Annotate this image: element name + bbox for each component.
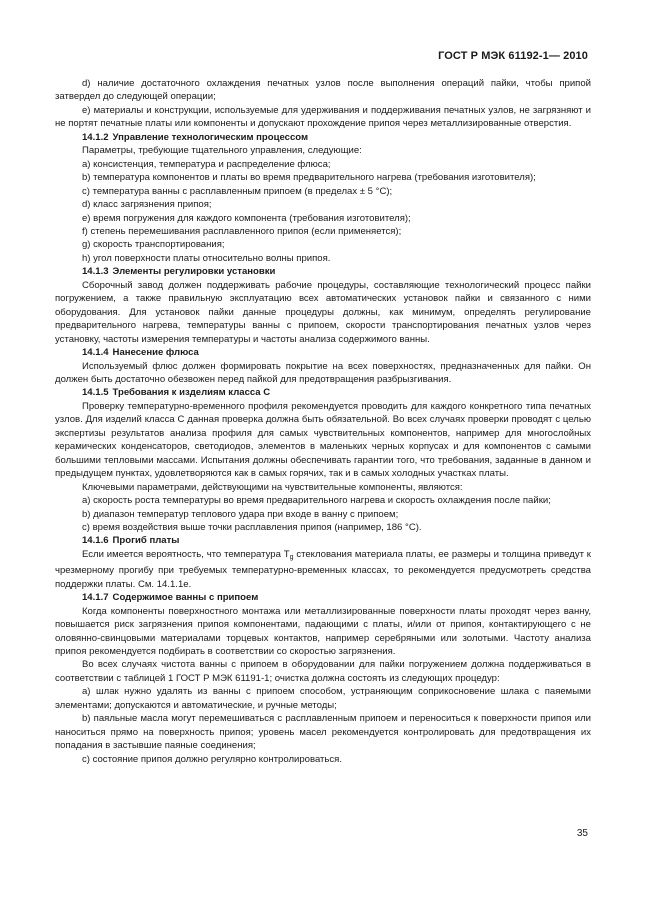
paragraph: Используемый флюс должен формировать покрытие на всех поверхностях, предназначенных для пайки. Он должен быть достаточно обезвожен перед пайкой для предотвращения разбрызгивания. — [55, 360, 591, 385]
paragraph: Ключевыми параметрами, действующими на чувствительные компоненты, являются: — [82, 481, 463, 493]
paragraph: Во всех случаях чистота ванны с припоем в оборудовании для пайки погружением должна поддерживаться в соответствии с таблицей 1 ГОСТ Р МЭК 61191-1; очистка должна состоять из следующих процедур: — [55, 659, 591, 684]
section-heading — [55, 131, 591, 144]
list-item: b) диапазон температур теплового удара при входе в ванну с припоем; — [82, 508, 399, 520]
section-heading — [55, 265, 591, 278]
list-item: f) степень перемешивания расплавленного припоя (если применяется); — [82, 225, 402, 237]
page-header-standard-number: ГОСТ Р МЭК 61192-1— 2010 — [438, 50, 588, 62]
section-heading — [55, 591, 591, 604]
section-number: 14.1.3 — [82, 266, 109, 278]
page-number: 35 — [576, 828, 588, 839]
list-item: c) температура ванны с расплавленным припоем (в пределах ± 5 °С); — [82, 185, 393, 197]
paragraph: Параметры, требующие тщательного управления, следующие: — [82, 145, 362, 157]
section-title: Управление технологическим процессом — [112, 131, 309, 143]
text-fragment: Если имеется вероятность, что температура T — [82, 548, 290, 560]
list-item: h) угол поверхности платы относительно волны припоя. — [82, 252, 331, 264]
section-number: 14.1.2 — [82, 131, 109, 143]
paragraph: е) материалы и конструкции, используемые для удерживания и поддерживания печатных узлов, не загрязняют и не портят печатные платы или компоненты и допускают прохождение припоя через металлизированные отверстия. — [55, 104, 591, 130]
list-item: a) консистенция, температура и распределение флюса; — [82, 158, 331, 170]
paragraph: Когда компоненты поверхностного монтажа или металлизированные поверхности платы проходят через ванну, повышается риск загрязнения припоя компонентами, падающими с платы, и/или от припоя, контактирующего с не оловянно-свинцовыми материалами торцевых контактов, например серебряными или золотыми. Частоту анализа припоя рекомендуется подбирать в соответствии со скоростью загрязнения. — [55, 605, 591, 658]
section-number: 14.1.5 — [82, 387, 109, 399]
paragraph: d) наличие достаточного охлаждения печатных узлов после выполнения операций пайки, чтобы припой затвердел до следующей операции; — [55, 78, 591, 103]
section-title: Элементы регулировки установки — [112, 266, 276, 278]
section-heading — [55, 346, 591, 359]
list-item: c) время воздействия выше точки расплавления припоя (например, 186 °С). — [82, 521, 422, 533]
section-heading — [55, 386, 591, 399]
list-item: e) время погружения для каждого компонента (требования изготовителя); — [82, 212, 411, 224]
list-item: а) скорость роста температуры во время предварительного нагрева и скорость охлаждения после пайки; — [82, 495, 551, 507]
paragraph-glass-transition — [55, 548, 591, 591]
text-fragment: стеклования материала платы, ее размеры и толщина приведут к чрезмерному прогибу при требуемых температурно-временных классах, то рекомендуется предусмотреть средства поддержки платы. См. 14.1.1e. — [55, 548, 591, 590]
section-title: Нанесение флюса — [112, 347, 199, 359]
list-item: c) состояние припоя должно регулярно контролироваться. — [82, 753, 342, 765]
section-number: 14.1.4 — [82, 347, 109, 359]
list-item: b) температура компонентов и платы во время предварительного нагрева (требования изготовителя); — [82, 172, 536, 184]
page-body — [55, 77, 591, 766]
paragraph: Сборочный завод должен поддерживать рабочие процедуры, составляющие технологический процесс пайки погружением, а также правильную эксплуатацию всех автоматических установок пайки и связанного с ними оборудования. Для установок пайки данные процедуры должны, как минимум, определять регулирование предварительного нагрева, температуры ванны с припоем, скорости транспортирования печатных узлов через установку, частоты измерения температуры и частоты анализа содержимого ванны. — [55, 279, 591, 345]
section-title: Прогиб платы — [112, 535, 180, 547]
section-number: 14.1.7 — [82, 592, 109, 604]
section-number: 14.1.6 — [82, 535, 109, 547]
list-item: d) класс загрязнения припоя; — [82, 199, 212, 211]
paragraph: Проверку температурно-временного профиля рекомендуется проводить для каждого конкретного типа печатных узлов. Для изделий класса С данная проверка должна быть обязательной. Во всех случаях проверки проводят с целью экспертизы результатов анализа профиля для самых чувствительных компонентов, например для многослойных керамических конденсаторов, светодиодов, элементов в маленьких черных корпусах и для компонентов с самыми большими тепловыми массами. Испытания должны обеспечивать гарантии того, что требования, заданные в данном и предыдущем пунктах, удовлетворяются как в самых горячих, так и в самых холодных участках платы. — [55, 400, 591, 480]
list-item: b) паяльные масла могут перемешиваться с расплавленным припоем и переноситься к поверхности припоя или наноситься прямо на поверхность припоя; уровень масел рекомендуется контролировать для предотвращения их попадания в застывшие паяные соединения; — [55, 713, 591, 752]
section-heading — [55, 534, 591, 547]
list-item: а) шлак нужно удалять из ванны с припоем способом, устраняющим соприкосновение шлака с паяемыми элементами; допускаются и автоматические, и ручные методы; — [55, 686, 591, 711]
list-item: g) скорость транспортирования; — [82, 239, 225, 251]
subscript: g — [289, 553, 294, 561]
section-title: Требования к изделиям класса С — [112, 387, 271, 399]
section-title: Содержимое ванны с припоем — [112, 592, 259, 604]
